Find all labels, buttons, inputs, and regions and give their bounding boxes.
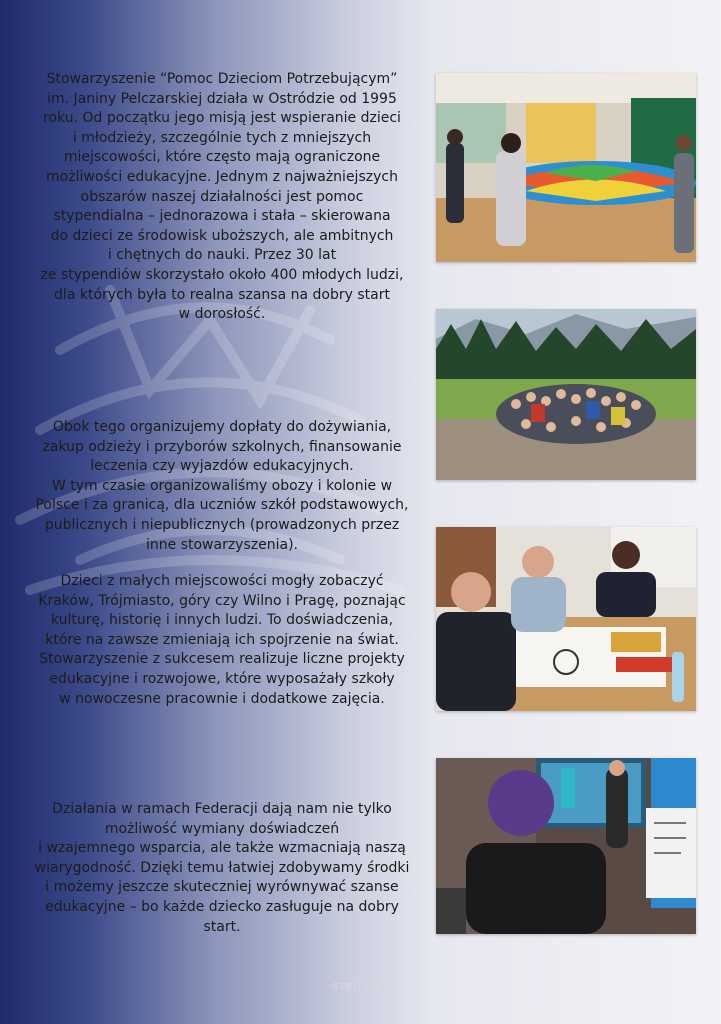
photo-interactive-screen xyxy=(436,758,696,934)
photo-mountain-group xyxy=(436,309,696,480)
trips-paragraph xyxy=(22,572,422,709)
photo-painting-workshop xyxy=(436,527,696,711)
federation-paragraph xyxy=(22,800,422,937)
paragraph-1: Stowarzyszenie “Pomoc Dzieciom Potrzebującym” im. Janiny Pelczarskiej działa w Ostródzie od 1995 roku. Od początku jego misją jest wspieranie dzieci i młodzieży, szczególnie tych z mniejszych miejscowości, które często mają ograniczone możliwości edukacyjne. Jednym z najważniejszych obszarów naszej działalności jest pomoc stypendialna – jednorazowa i stała – skierowana do dzieci ze środowisk uboższych, ale ambitnych i chętnych do nauki. Przez 30 lat ze stypendiów skorzystało około 400 młodych ludzi, dla których była to realna szansa na dobry start w dorosłość. xyxy=(40,71,404,323)
paragraph-4: Działania w ramach Federacji dają nam nie tylko możliwość wymiany doświadczeń i wzajemnego wsparcia, ale także wzmacniają naszą wiarygodność. Dzięki temu łatwiej zdobywamy środki i możemy jeszcze skuteczniej wyrównywać szanse edukacyjne – bo każde dziecko zasługuje na dobry start. xyxy=(34,801,410,935)
intro-paragraph xyxy=(22,70,422,325)
paragraph-3: Dzieci z małych miejscowości mogły zobaczyć Kraków, Trójmiasto, góry czy Wilno i Pragę, poznając kulturę, historię i innych ludzi. To doświadczenia, które na zawsze zmieniają ich spojrzenie na świat. Stowarzyszenie z sukcesem realizuje liczne projekty edukacyjne i rozwojowe, które wyposażały szkoły w nowoczesne pracownie i dodatkowe zajęcia. xyxy=(38,573,406,707)
activities-paragraph xyxy=(22,418,422,555)
photo-parachute-game xyxy=(436,73,696,262)
paragraph-2: Obok tego organizujemy dopłaty do dożywiania, zakup odzieży i przyborów szkolnych, finansowanie leczenia czy wyjazdów edukacyjnych. W tym czasie organizowaliśmy obozy i kolonie w Polsce i za granicą, dla uczniów szkół podstawowych, publicznych i niepublicznych (prowadzonych przez inne stowarzyszenia). xyxy=(35,419,409,553)
page-number: STRONA 3 xyxy=(331,983,390,993)
